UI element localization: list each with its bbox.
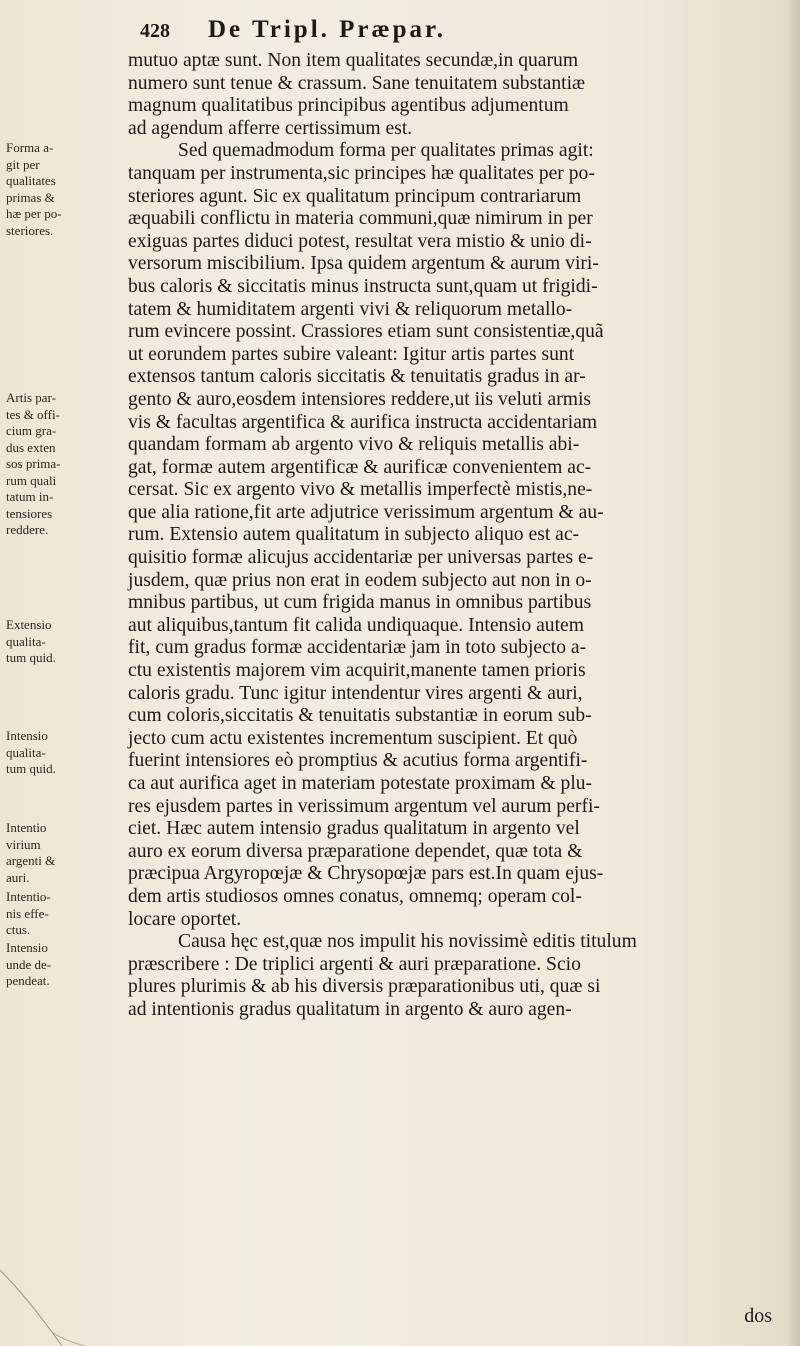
text-line: steriores agunt. Sic ex qualitatum principum contrariarum	[128, 185, 582, 207]
margin-note-line: dus exten	[6, 439, 56, 455]
margin-note-line: virium	[6, 836, 41, 852]
margin-note-line: reddere.	[6, 522, 49, 537]
text-line: caloris gradu. Tunc igitur intendentur vires argenti & auri,	[128, 682, 583, 704]
margin-note-line: nis effe-	[6, 905, 49, 921]
margin-note-line: Intensio	[6, 940, 48, 955]
text-line: mnibus partibus, ut cum frigida manus in omnibus partibus	[128, 592, 592, 614]
text-line: cersat. Sic ex argento vivo & metallis imperfectè mistis,ne-	[128, 479, 593, 501]
text-line: aut aliquibus,tantum fit calida undiquaque. Intensio autem	[128, 614, 584, 636]
margin-note-line: pendeat.	[6, 973, 50, 988]
margin-note-line: argenti &	[6, 853, 56, 868]
text-line: plures plurimis & ab his diversis præparationibus uti, quæ si	[128, 976, 601, 998]
text-line: quandam formam ab argento vivo & reliquis metallis abi-	[128, 434, 580, 456]
text-line: numero sunt tenue & crassum. Sane tenuitatem substantiæ	[128, 72, 586, 94]
margin-note-line: sos prima-	[6, 456, 61, 471]
text-line: jecto cum actu existentes incrementum suscipient. Et quò	[128, 727, 578, 749]
text-line: mutuo aptæ sunt. Non item qualitates secundæ,in quarum	[128, 50, 579, 71]
margin-note-line: ctus.	[6, 922, 31, 937]
page-number: 428	[140, 20, 170, 42]
page-header	[118, 14, 738, 48]
margin-note-line: tum quid.	[6, 761, 56, 776]
margin-note-line: cium gra-	[6, 423, 57, 438]
text-line: bus caloris & siccitatis minus instructa sunt,quam ut frigidi-	[128, 275, 598, 297]
text-line: rum evincere possint. Crassiores etiam sunt consistentiæ,quã	[128, 321, 604, 343]
margin-note-line: qualita-	[6, 633, 46, 649]
text-line: æquabili conflictu in materia communi,quæ nimirum in per	[128, 208, 593, 230]
text-line: jusdem, quæ prius non erat in eodem subjecto aut non in o-	[128, 569, 592, 591]
margin-note-line: Intentio-	[6, 889, 51, 904]
margin-note	[6, 390, 122, 539]
margin-note-line: Artis par-	[6, 390, 56, 405]
text-line: ca aut aurifica aget in materiam potestate proximam & plu-	[128, 773, 593, 794]
margin-note-line: auri.	[6, 869, 30, 885]
margin-note-line: tes & offi-	[6, 406, 60, 422]
text-line: Causa hęc est,quæ nos impulit his novissimè editis titulum	[178, 931, 637, 953]
text-line: que alia ratione,fit arte adjutrice verissimum argentum & au-	[128, 501, 604, 523]
text-line: gat, formæ autem argentificæ & aurificæ convenientem ac-	[128, 456, 592, 478]
text-line: res ejusdem partes in verissimum argentum vel aurum perfi-	[128, 795, 600, 817]
text-line: ctu existentis majorem vim acquirit,manente tamen prioris	[128, 660, 586, 682]
text-line: rum. Extensio autem qualitatum in subjecto aliquo est ac-	[128, 524, 580, 546]
margin-note-line: Extensio	[6, 617, 52, 632]
text-line: auro ex eorum diversa præparatione dependet, quæ tota &	[128, 840, 583, 862]
margin-note-line: tum quid.	[6, 650, 56, 665]
text-line: locare oportet.	[128, 908, 242, 930]
margin-note-line: primas &	[6, 189, 55, 205]
margin-note	[6, 617, 122, 667]
margin-note-line: qualita-	[6, 744, 46, 760]
text-line: versorum miscibilium. Ipsa quidem argentum & aurum viri-	[128, 253, 599, 275]
text-line: fit, cum gradus formæ accidentariæ jam in toto subjecto a-	[128, 637, 587, 659]
margin-note-line: Intensio	[6, 728, 48, 743]
text-line: Sed quemadmodum forma per qualitates primas agit:	[178, 140, 594, 162]
text-line: quisitio formæ alicujus accidentariæ per universas partes e-	[128, 547, 594, 569]
text-line: exiguas partes diduci potest, resultat vera mistio & unio di-	[128, 230, 592, 252]
margin-note	[6, 889, 122, 939]
margin-note-line: tatum in-	[6, 489, 54, 504]
text-line: ut eorundem partes subire valeant: Igitur artis partes sunt	[128, 343, 575, 365]
margin-note-line: hæ per po-	[6, 206, 62, 221]
margin-note-line: rum quali	[6, 472, 57, 488]
main-text-block	[128, 50, 783, 1022]
text-line: gento & auro,eosdem intensiores reddere,ut iis veluti armis	[128, 388, 592, 410]
text-line: fuerint intensiores eò promptius & acutius forma argentifi-	[128, 750, 588, 772]
margin-note-line: Forma a-	[6, 140, 54, 155]
margin-note	[6, 140, 122, 239]
text-line: extensos tantum caloris siccitatis & tenuitatis gradus in ar-	[128, 366, 586, 388]
text-line: præcipua Argyropœjæ & Chrysopœjæ pars est.In quam ejus-	[128, 863, 604, 885]
margin-note	[6, 940, 122, 990]
margin-note	[6, 728, 122, 778]
margin-note-line: Intentio	[6, 820, 47, 835]
catchword: dos	[744, 1305, 772, 1327]
text-line: præscribere : De triplici argenti & auri præparatione. Scio	[128, 953, 581, 975]
margin-note-line: steriores.	[6, 222, 54, 238]
margin-note-line: tensiores	[6, 505, 53, 521]
text-line: dem artis studiosos omnes conatus, omnemq; operam col-	[128, 885, 582, 907]
text-line: cum coloris,siccitatis & tenuitatis substantiæ in eorum sub-	[128, 705, 592, 727]
text-line: ciet. Hæc autem intensio gradus qualitatum in argento vel	[128, 818, 580, 840]
text-line: ad intentionis gradus qualitatum in argento & auro agen-	[128, 998, 572, 1020]
text-line: tanquam per instrumenta,sic principes hæ qualitates per po-	[128, 162, 595, 184]
text-line: vis & facultas argentifica & aurifica instructa accidentariam	[128, 411, 598, 433]
margin-note-line: qualitates	[6, 173, 56, 188]
text-line: tatem & humiditatem argenti vivi & reliquorum metallo-	[128, 298, 573, 320]
text-line: magnum qualitatibus principibus agentibus adjumentum	[128, 95, 569, 117]
pencil-stroke-mark	[0, 1270, 120, 1346]
margin-note-line: git per	[6, 156, 40, 172]
running-title: De Tripl. Præpar.	[208, 16, 447, 43]
margin-note	[6, 820, 122, 886]
margin-note-line: unde de-	[6, 956, 52, 972]
text-line: ad agendum afferre certissimum est.	[128, 117, 413, 139]
page-edge-shadow	[786, 0, 800, 1346]
